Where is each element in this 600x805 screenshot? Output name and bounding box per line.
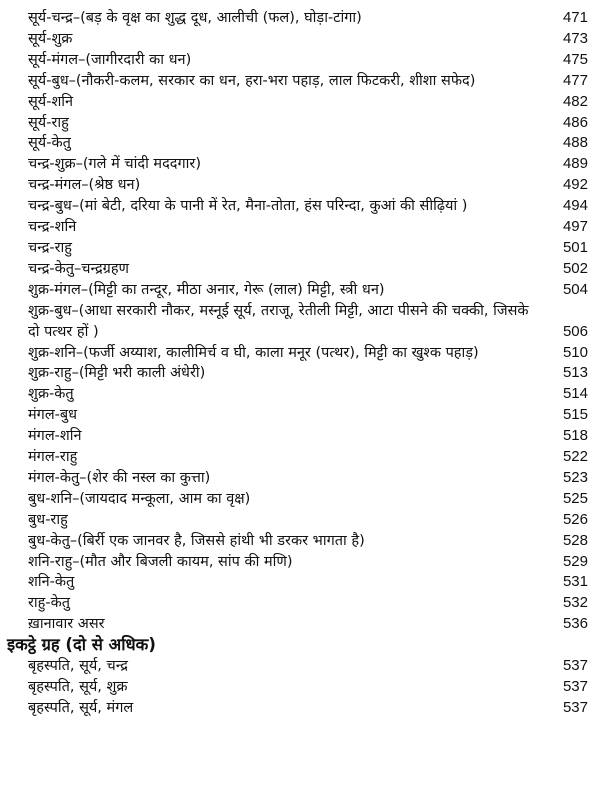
entry-title: बुध-शनि–(जायदाद मन्कूला, आम का वृक्ष) — [28, 490, 251, 507]
entry-title: सूर्य-चन्द्र–(बड़ के वृक्ष का शुद्ध दूध, आलीची (फल), घोड़ा-टांगा) — [28, 10, 362, 26]
entry-title: सूर्य-मंगल–(जागीरदारी का धन) — [28, 51, 192, 68]
entry-page-number: 501 — [562, 238, 588, 256]
entry-title: मंगल-बुध — [28, 407, 78, 424]
entry-page-number: 482 — [562, 92, 588, 110]
entry-page-number: 471 — [562, 9, 588, 26]
entry-title: सूर्य-बुध–(नौकरी-कलम, सरकार का धन, हरा-भरा पहाड़, लाल फिटकरी, शीशा सफेद) — [28, 72, 476, 89]
toc-entries — [0, 8, 600, 635]
toc-entry — [0, 71, 600, 92]
toc-entry — [0, 154, 600, 175]
section-heading: इकट्ठे ग्रह (दो से अधिक) — [7, 635, 156, 655]
entry-title: शनि-राहु–(मौत और बिजली कायम, सांप की मणि) — [28, 553, 293, 570]
entry-page-number: 515 — [562, 406, 588, 424]
toc-entry — [0, 343, 600, 364]
entry-page-number: 537 — [562, 678, 588, 695]
entry-page-number: 528 — [562, 531, 588, 549]
toc-entry — [0, 426, 600, 447]
toc-entry — [0, 552, 600, 573]
entry-title: ख़ानावार असर — [28, 616, 105, 633]
entry-page-number: 526 — [562, 510, 588, 528]
entry-title: बुध-केतु–(बिर्री एक जानवर है, जिससे हांथी भी डरकर भागता है) — [28, 532, 365, 549]
entry-page-number: 497 — [562, 218, 588, 236]
entry-page-number: 510 — [562, 343, 588, 361]
entry-title: मंगल-केतु–(शेर की नस्ल का कुत्ता) — [28, 469, 211, 486]
toc-entry — [0, 50, 600, 71]
entry-page-number: 504 — [562, 280, 588, 298]
toc-entry — [0, 593, 600, 614]
entry-title: चन्द्र-राहु — [28, 239, 73, 256]
entry-page-number: 486 — [562, 113, 588, 131]
entry-page-number: 489 — [562, 155, 588, 173]
entry-page-number: 473 — [562, 29, 588, 47]
toc-entry — [0, 384, 600, 405]
entry-title: शनि-केतु — [28, 574, 75, 591]
toc-entry — [0, 92, 600, 113]
toc-entry — [0, 698, 600, 719]
entry-title: शुक्र-मंगल–(मिट्टी का तन्दूर, मीठा अनार, गेरू (लाल) मिट्टी, स्त्री धन) — [28, 281, 385, 298]
entry-page-number: 506 — [562, 322, 588, 340]
entry-title: शुक्र-राहु–(मिट्टी भरी काली अंधेरी) — [28, 365, 206, 382]
entry-page-number: 522 — [562, 448, 588, 466]
toc-entry — [0, 301, 600, 343]
entry-page-number: 523 — [562, 468, 588, 486]
toc-entry — [0, 363, 600, 384]
entry-title: मंगल-शनि — [28, 428, 82, 445]
entry-page-number: 477 — [562, 71, 588, 89]
toc-entry — [0, 259, 600, 280]
entry-title: चन्द्र-शुक्र–(गले में चांदी मददगार) — [28, 156, 202, 173]
entry-title: चन्द्र-बुध–(मां बेटी, दरिया के पानी में रेत, मैना-तोता, हंस परिन्दा, कुआं की सीढ़ियां ) — [28, 198, 468, 215]
entry-title: चन्द्र-शनि — [28, 219, 77, 236]
entry-title: शुक्र-बुध–(आधा सरकारी नौकर, मस्नूई सूर्य, तराजू, रेतीली मिट्टी, आटा पीसने की चक्की, जिसके दो पत्थर हों ) — [28, 302, 529, 340]
entry-page-number: 488 — [562, 134, 588, 152]
entry-page-number: 492 — [562, 176, 588, 194]
entry-page-number: 532 — [562, 594, 588, 612]
entry-page-number: 536 — [562, 615, 588, 633]
entry-title: बृहस्पति, सूर्य, मंगल — [28, 699, 134, 716]
entry-page-number: 475 — [562, 50, 588, 68]
entry-page-number: 537 — [562, 657, 588, 675]
entry-page-number: 502 — [562, 259, 588, 277]
entry-title: मंगल-राहु — [28, 449, 78, 466]
entry-page-number: 494 — [562, 197, 588, 215]
entry-title: सूर्य-राहु — [28, 114, 69, 131]
entry-page-number: 529 — [562, 552, 588, 570]
entry-page-number: 531 — [562, 573, 588, 591]
toc-entry — [0, 531, 600, 552]
entry-title: सूर्य-केतु — [28, 135, 71, 152]
toc-entry — [0, 113, 600, 134]
toc-entry — [0, 196, 600, 217]
toc-entry — [0, 405, 600, 426]
entry-page-number: 514 — [562, 385, 588, 403]
toc-entry — [0, 614, 600, 635]
toc-entry — [0, 572, 600, 593]
toc-entry — [0, 217, 600, 238]
toc-entry — [0, 489, 600, 510]
entry-title: बुध-राहु — [28, 511, 68, 528]
toc-entry — [0, 447, 600, 468]
entry-title: बृहस्पति, सूर्य, चन्द्र — [28, 658, 128, 675]
entry-title: राहु-केतु — [28, 595, 71, 612]
toc-entry — [0, 468, 600, 489]
entry-title: सूर्य-शनि — [28, 93, 74, 110]
toc-entry — [0, 29, 600, 50]
section-entries — [0, 656, 600, 719]
entry-title: सूर्य-शुक्र — [28, 30, 73, 47]
toc-entry — [0, 8, 600, 29]
entry-page-number: 513 — [562, 364, 588, 382]
entry-title: बृहस्पति, सूर्य, शुक्र — [28, 679, 128, 695]
toc-entry — [0, 510, 600, 531]
toc-entry — [0, 677, 600, 698]
entry-page-number: 537 — [562, 698, 588, 716]
entry-title: शुक्र-केतु — [28, 386, 74, 403]
toc-entry — [0, 280, 600, 301]
toc-entry — [0, 175, 600, 196]
toc-entry — [0, 133, 600, 154]
entry-title: चन्द्र-मंगल–(श्रेष्ठ धन) — [28, 177, 141, 194]
entry-page-number: 518 — [562, 427, 588, 445]
toc-entry — [0, 656, 600, 677]
entry-title: चन्द्र-केतु–चन्द्रग्रहण — [28, 260, 130, 277]
toc-entry — [0, 238, 600, 259]
entry-title: शुक्र-शनि–(फर्जी अय्याश, कालीमिर्च व घी, काला मनूर (पत्थर), मिट्टी का खुश्क पहाड़) — [28, 344, 479, 361]
entry-page-number: 525 — [562, 489, 588, 507]
